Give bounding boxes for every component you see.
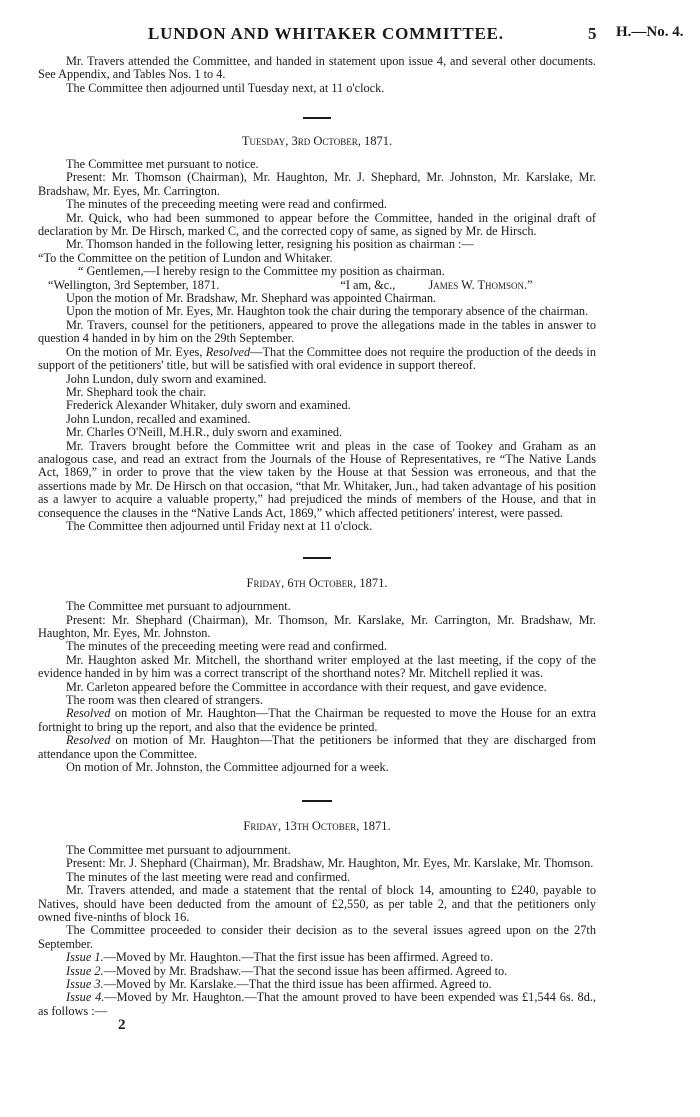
page-header <box>38 24 684 48</box>
minutes-paragraph: Upon the motion of Mr. Eyes, Mr. Haughton took the chair during the temporary absence of the chairman. <box>66 304 589 319</box>
minutes-paragraph: Upon the motion of Mr. Bradshaw, Mr. Shephard was appointed Chairman. <box>66 291 437 306</box>
resolution-prefix: On the motion of Mr. Eyes, <box>66 344 206 359</box>
section-divider <box>303 117 331 118</box>
minutes-paragraph: The Committee met pursuant to adjournment. <box>66 599 291 614</box>
signature-mark: 2 <box>118 1017 126 1034</box>
session-date: Friday, 13th October, 1871. <box>243 819 391 834</box>
minutes-paragraph: The Committee then adjourned until Friday next at 11 o'clock. <box>66 518 373 533</box>
issue-paragraph <box>38 951 596 964</box>
minutes-paragraph: The minutes of the last meeting were read and confirmed. <box>66 869 351 884</box>
letter-signature: James W. Thomson.” <box>428 277 533 292</box>
issue-paragraph <box>38 978 596 991</box>
minutes-paragraph: John Lundon, duly sworn and examined. <box>66 371 267 386</box>
resolved-label: Resolved <box>66 706 111 721</box>
session-date: Friday, 6th October, 1871. <box>246 575 388 590</box>
issue-label: Issue 4. <box>66 990 105 1005</box>
minutes-paragraph: Mr. Shephard took the chair. <box>66 384 207 399</box>
issue-paragraph <box>38 991 596 1018</box>
issue-label: Issue 1. <box>66 950 104 965</box>
letter-valediction: “I am, &c., <box>340 277 396 292</box>
resolution-text: on motion of Mr. Haughton—That the petitioners be informed that they are discharged from attendance upon the Committee. <box>38 733 596 761</box>
document-page <box>38 24 684 1034</box>
minutes-paragraph: Mr. Travers brought before the Committee writ and pleas in the case of Tookey and Graham as an analogous case, and read an extract from the Journals of the House of Representatives, re “The Native Lands Act, 1869,” in order to prove that the view taken by the House at that Session was erroneous, and that the assertions made by Mr. De Hirsch on that occasion, “that Mr. Whitaker, Jun., had taken advantage of his position as a lawyer to acquire a valuable property,” had prejudiced the minds of members of the House, and that in consequence the clauses in the “Native Lands Act, 1869,” which affected petitioners' interest, were passed. <box>38 438 596 520</box>
minutes-paragraph: Mr. Quick, who had been summoned to appear before the Committee, handed in the original draft of declaration by Mr. De Hirsch, marked C, and the corrected copy of same, as signed by Mr. de Hirsch. <box>38 210 596 239</box>
page-number: 5 <box>588 24 597 43</box>
minutes-paragraph: Mr. Travers, counsel for the petitioners, appeared to prove the allegations made in the tables in answer to question 4 handed in by him on the 29th September. <box>38 317 596 346</box>
minutes-paragraph: Mr. Thomson handed in the following letter, resigning his position as chairman :— <box>66 237 474 252</box>
minutes-paragraph: John Lundon, recalled and examined. <box>66 411 251 426</box>
intro-paragraph: Mr. Travers attended the Committee, and handed in statement upon issue 4, and several other documents. See Appendix, and Tables Nos. 1 to 4. <box>38 54 596 82</box>
minutes-paragraph: The Committee proceeded to consider their decision as to the several issues agreed upon on the 27th September. <box>38 923 596 951</box>
letter-date: “Wellington, 3rd September, 1871. <box>48 277 220 292</box>
minutes-paragraph: Mr. Haughton asked Mr. Mitchell, the shorthand writer employed at the last meeting, if the copy of the evidence handed in by him was a correct transcript of the shorthand notes? Mr. Mitchell replied it was. <box>38 652 596 681</box>
minutes-paragraph: Mr. Carleton appeared before the Committee in accordance with their request, and gave evidence. <box>66 679 547 694</box>
issue-text: —Moved by Mr. Karslake.—That the third issue has been affirmed. Agreed to. <box>103 976 492 991</box>
minutes-paragraph: The Committee met pursuant to adjournment. <box>66 842 291 857</box>
resolved-label: Resolved <box>205 344 251 359</box>
minutes-paragraph: The minutes of the preceeding meeting were read and confirmed. <box>66 639 387 654</box>
issue-text: —Moved by Mr. Haughton.—That the first issue has been affirmed. Agreed to. <box>103 950 494 965</box>
section-divider <box>302 800 332 802</box>
minutes-paragraph: The minutes of the preceeding meeting were read and confirmed. <box>66 197 387 212</box>
minutes-paragraph: Present: Mr. J. Shephard (Chairman), Mr. Bradshaw, Mr. Haughton, Mr. Eyes, Mr. Karslake, Mr. Thomson. <box>66 856 594 871</box>
minutes-paragraph: Mr. Charles O'Neill, M.H.R., duly sworn and examined. <box>66 425 343 440</box>
issue-label: Issue 2. <box>66 963 104 978</box>
intro-paragraph: The Committee then adjourned until Tuesday next, at 11 o'clock. <box>66 80 385 95</box>
document-body <box>38 55 596 1032</box>
issue-paragraph <box>38 965 596 978</box>
letter-address: “To the Committee on the petition of Lundon and Whitaker. <box>38 250 333 265</box>
letter-closing <box>38 279 596 292</box>
issue-text: —Moved by Mr. Haughton.—That the amount proved to have been expended was £1,544 6s. 8d., as follows :— <box>38 990 596 1018</box>
minutes-paragraph: The Committee met pursuant to notice. <box>66 157 259 172</box>
resolution-paragraph <box>38 707 596 734</box>
minutes-paragraph: Mr. Travers attended, and made a statement that the rental of block 14, amounting to £240, payable to Natives, should have been deducted from the amount of £2,550, as per table 2, and that the petitioners only owned five-ninths of block 16. <box>38 883 596 924</box>
issue-label: Issue 3. <box>66 976 104 991</box>
minutes-paragraph: Present: Mr. Thomson (Chairman), Mr. Haughton, Mr. J. Shephard, Mr. Johnston, Mr. Karslake, Mr. Bradshaw, Mr. Eyes, Mr. Carrington. <box>38 170 596 198</box>
minutes-paragraph: Frederick Alexander Whitaker, duly sworn and examined. <box>66 398 351 413</box>
minutes-paragraph: Present: Mr. Shephard (Chairman), Mr. Thomson, Mr. Karslake, Mr. Carrington, Mr. Bradshaw, Mr. Haughton, Mr. Eyes, Mr. Johnston. <box>38 612 596 640</box>
minutes-paragraph: On motion of Mr. Johnston, the Committee adjourned for a week. <box>66 760 389 775</box>
section-divider <box>303 557 331 558</box>
resolution-paragraph <box>38 346 596 373</box>
resolution-paragraph <box>38 734 596 761</box>
resolved-label: Resolved <box>66 733 111 748</box>
issue-text: —Moved by Mr. Bradshaw.—That the second issue has been affirmed. Agreed to. <box>103 963 508 978</box>
session-date: Tuesday, 3rd October, 1871. <box>241 133 393 148</box>
letter-body: “ Gentlemen,—I hereby resign to the Committee my position as chairman. <box>78 264 445 279</box>
page-title: LUNDON AND WHITAKER COMMITTEE. <box>148 24 504 43</box>
resolution-text: —That the Committee does not require the production of the deeds in support of the petitioners' title, but will be satisfied with oral evidence in support thereof. <box>38 344 596 373</box>
resolution-text: on motion of Mr. Haughton—That the Chairman be requested to move the House for an extra fortnight to bring up the report, and also that the evidence be printed. <box>38 706 596 734</box>
minutes-paragraph: The room was then cleared of strangers. <box>66 693 264 708</box>
document-reference: H.—No. 4. <box>616 24 684 40</box>
